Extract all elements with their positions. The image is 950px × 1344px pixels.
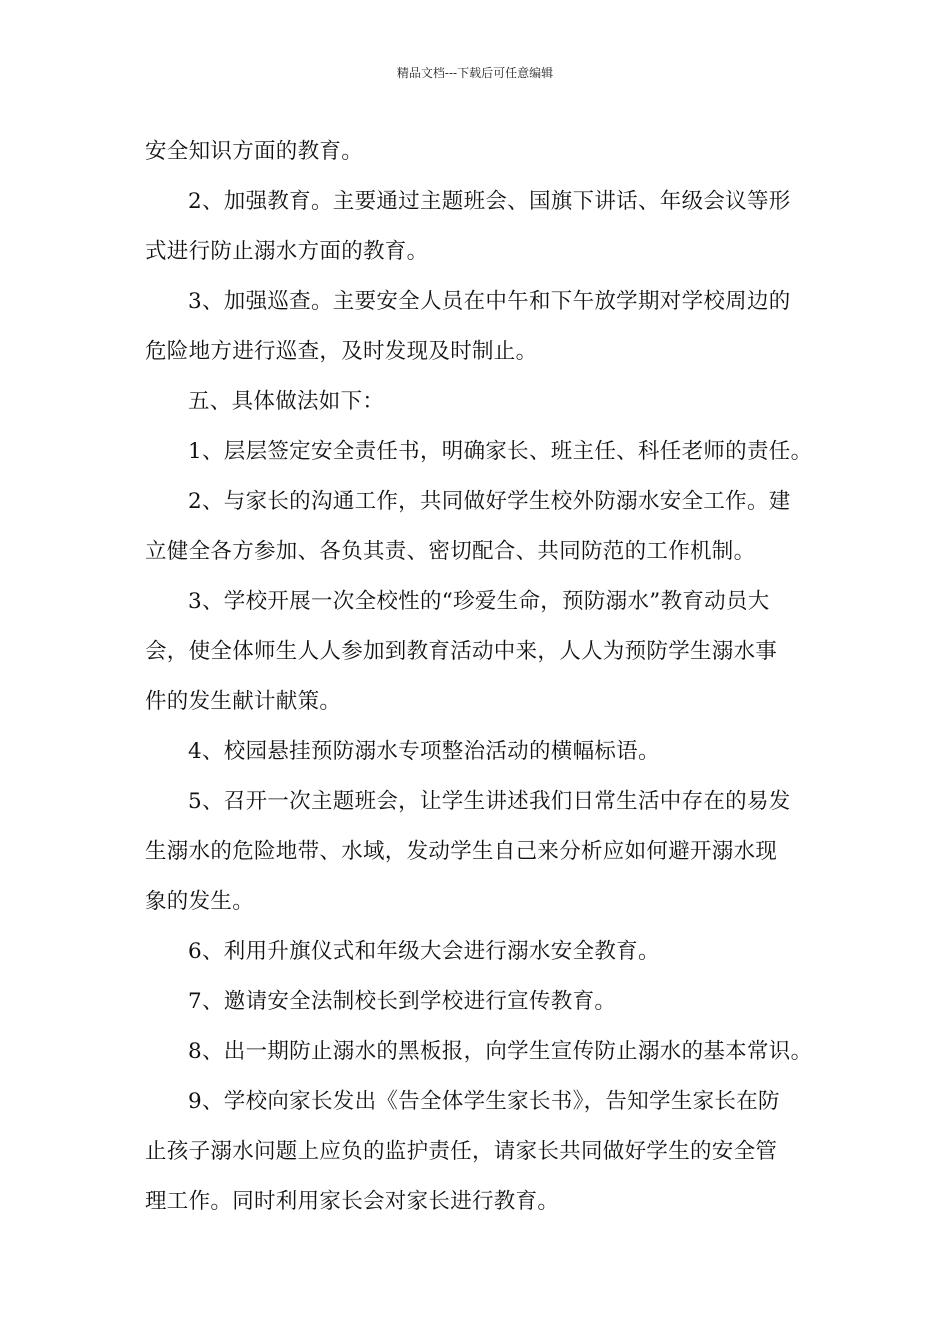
body-line: 8、出一期防止溺水的黑板报，向学生宣传防止溺水的基本常识。 [188, 1039, 813, 1064]
body-line: 立健全各方参加、各负其责、密切配合、共同防范的工作机制。 [145, 539, 756, 564]
body-line: 4、校园悬挂预防溺水专项整治活动的横幅标语。 [188, 739, 660, 764]
body-line: 件的发生献计献策。 [145, 689, 342, 714]
body-line: 理工作。同时利用家长会对家长进行教育。 [145, 1189, 560, 1214]
body-line: 安全知识方面的教育。 [145, 139, 364, 164]
body-line: 止孩子溺水问题上应负的监护责任，请家长共同做好学生的安全管 [145, 1139, 778, 1164]
body-line: 3、加强巡查。主要安全人员在中午和下午放学期对学校周边的 [188, 289, 791, 314]
body-line: 9、学校向家长发出《告全体学生家长书》，告知学生家长在防 [188, 1089, 780, 1114]
body-line: 6、利用升旗仪式和年级大会进行溺水安全教育。 [188, 939, 660, 964]
body-line: 3、学校开展一次全校性的“珍爱生命，预防溺水”教育动员大 [188, 589, 770, 614]
body-line: 7、邀请安全法制校长到学校进行宣传教育。 [188, 989, 617, 1014]
body-line: 2、与家长的沟通工作，共同做好学生校外防溺水安全工作。建 [188, 489, 791, 514]
body-line: 象的发生。 [145, 889, 255, 914]
body-line: 1、层层签定安全责任书，明确家长、班主任、科任老师的责任。 [188, 439, 813, 464]
body-line: 生溺水的危险地带、水域，发动学生自己来分析应如何避开溺水现 [145, 839, 778, 864]
body-line: 2、加强教育。主要通过主题班会、国旗下讲话、年级会议等形 [188, 189, 791, 214]
body-line: 会，使全体师生人人参加到教育活动中来，人人为预防学生溺水事 [145, 639, 778, 664]
page-header: 精品文档---下载后可任意编辑 [396, 66, 554, 80]
body-line: 危险地方进行巡查，及时发现及时制止。 [145, 339, 538, 364]
body-line: 5、召开一次主题班会，让学生讲述我们日常生活中存在的易发 [188, 789, 791, 814]
section-heading: 五、具体做法如下： [188, 389, 385, 414]
body-line: 式进行防止溺水方面的教育。 [145, 239, 429, 264]
